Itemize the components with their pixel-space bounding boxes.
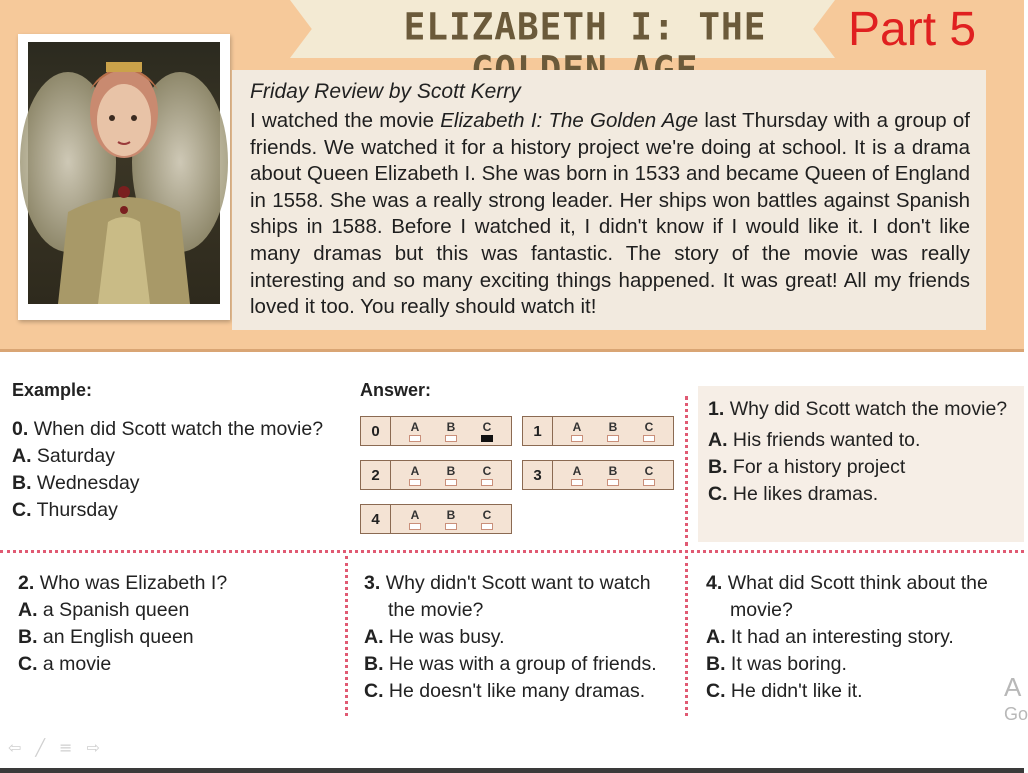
question-1: 1. Why did Scott watch the movie? A. His friends wanted to. B. For a history project C. He likes dramas. — [708, 398, 1008, 505]
question-3: 3. Why didn't Scott want to watch the movie? A. He was busy. B. He was with a group of friends. C. He doesn't like many dramas. — [364, 572, 657, 702]
back-arrow-icon[interactable]: ⇦ — [8, 738, 22, 757]
answer-3-option-c[interactable]: C — [643, 465, 655, 486]
answer-0-option-a[interactable]: A — [409, 421, 421, 442]
answer-2-option-c[interactable]: C — [481, 465, 493, 486]
part-label: Part 5 — [848, 3, 977, 56]
question-2: 2. Who was Elizabeth I? A. a Spanish queen B. an English queen C. a movie — [18, 572, 228, 675]
divider-vertical-right — [685, 556, 688, 716]
elizabeth-portrait-image — [28, 42, 220, 304]
answer-4-option-a[interactable]: A — [409, 509, 421, 530]
menu-icon[interactable]: ≡ — [59, 738, 73, 757]
answer-3-option-b[interactable]: B — [607, 465, 619, 486]
answer-4-option-b[interactable]: B — [445, 509, 457, 530]
answer-label: Answer: — [360, 380, 432, 400]
page-title: ELIZABETH I: THE — [403, 5, 767, 49]
divider-horizontal — [0, 550, 1024, 553]
answer-2-option-a[interactable]: A — [409, 465, 421, 486]
answer-1-option-a[interactable]: A — [571, 421, 583, 442]
bottom-bar — [0, 768, 1024, 773]
question-0: 0. When did Scott watch the movie? A. Saturday B. Wednesday C. Thursday — [12, 418, 324, 521]
answer-1-option-c[interactable]: C — [643, 421, 655, 442]
pen-icon[interactable]: ╱ — [35, 738, 46, 757]
divider-vertical-top — [685, 396, 688, 546]
answer-1-option-b[interactable]: B — [607, 421, 619, 442]
answer-4-option-c[interactable]: C — [481, 509, 493, 530]
forward-arrow-icon[interactable]: ⇨ — [86, 738, 100, 757]
answer-box-4: 4 A B C — [360, 504, 512, 534]
ghost-letter: A — [1004, 672, 1022, 702]
example-label: Example: — [12, 380, 93, 400]
ghost-text: Go — [1004, 704, 1028, 724]
answer-box-2: 2 A B C — [360, 460, 512, 490]
review-body: I watched the movie Elizabeth I: The Golden Age last Thursday with a group of friends. We watched it for a history project we're doing at school. It is a drama about Queen Elizabeth I. She was born in 1533 and became Queen of England in 1558. She was a really strong leader. Her ships won battles against Spanish ships in 1588. Before I watched it, I didn't know if I would like it. I don't like many dramas but this was fantastic. The story of the movie was really interesting and so many exciting things happened. It was great! All my friends loved it too. You really should watch it! — [250, 109, 971, 319]
answer-0-option-b[interactable]: B — [445, 421, 457, 442]
selected-bubble — [481, 435, 493, 442]
answer-box-0: 0 A B C — [360, 416, 512, 446]
answer-box-1: 1 A B C — [522, 416, 674, 446]
answer-box-3: 3 A B C — [522, 460, 674, 490]
portrait-frame — [18, 34, 230, 320]
answer-3-option-a[interactable]: A — [571, 465, 583, 486]
divider-vertical-left — [345, 556, 348, 716]
review-byline: Friday Review by Scott Kerry — [250, 80, 521, 103]
question-4: 4. What did Scott think about the movie? A. It had an interesting story. B. It was boring. C. He didn't like it. — [706, 572, 988, 702]
answer-2-option-b[interactable]: B — [445, 465, 457, 486]
answer-0-option-c[interactable]: C — [481, 421, 493, 442]
player-controls — [8, 738, 100, 757]
